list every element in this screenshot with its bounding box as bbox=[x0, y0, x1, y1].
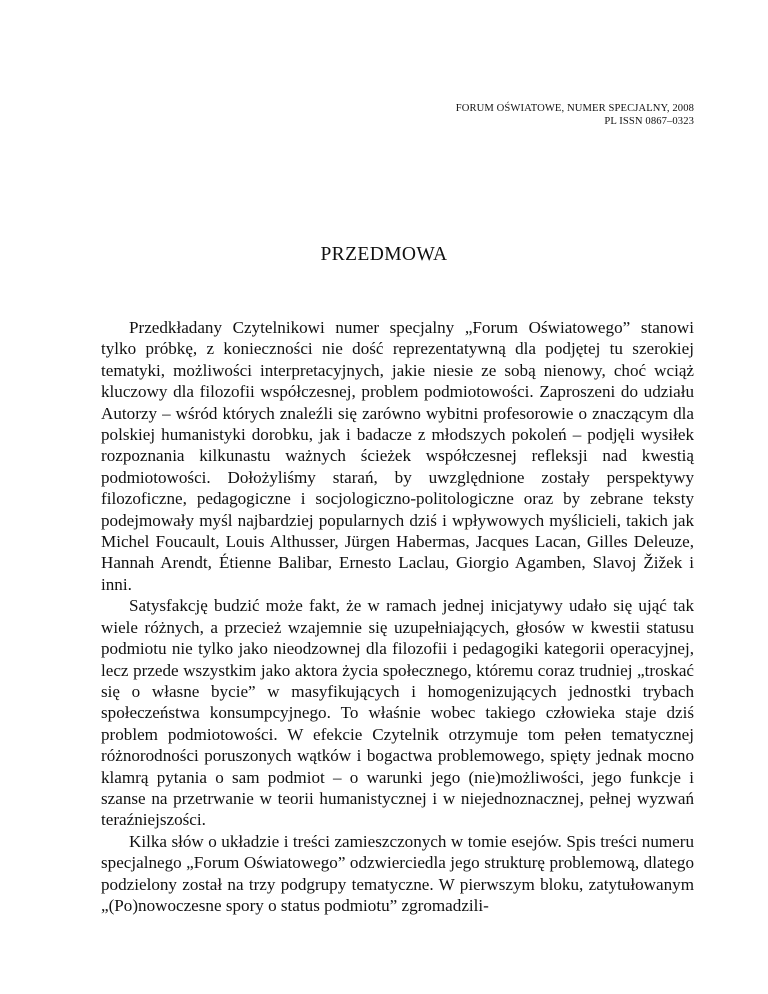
paragraph-2: Satysfakcję budzić może fakt, że w ramach jednej inicjatywy udało się ująć tak wiele różnych, a przecież wzajemnie się uzupełniających, głosów w kwestii statusu podmiotu nie tylko jako nieodzownej dla filozofii i pedagogiki kategorii operacyjnej, lecz przede wszystkim jako aktora życia społecznego, któremu coraz trudniej „troskać się o własne bycie” w masyfikujących i homogenizujących jednostki trybach społeczeństwa konsumpcyjnego. To właśnie wobec takiego człowieka staje dziś problem podmiotowości. W efekcie Czytelnik otrzymuje tom pełen tematycznej różnorodności poruszonych wątków i bogactwa problemowego, spięty jednak mocno klamrą pytania o sam podmiot – o warunki jego (nie)możliwości, jego funkcje i szanse na przetrwanie w teorii humanistycznej i w niejednoznacznej, pełnej wyzwań teraźniejszości. bbox=[101, 596, 694, 830]
journal-header bbox=[456, 102, 694, 128]
body-text bbox=[101, 317, 694, 916]
page-title: PRZEDMOWA bbox=[320, 244, 448, 265]
journal-citation: FORUM OŚWIATOWE, NUMER SPECJALNY, 2008 bbox=[455, 103, 694, 114]
paragraph-1: Przedkładany Czytelnikowi numer specjalny „Forum Oświatowego” stanowi tylko próbkę, z konieczności nie dość reprezentatywną dla podjętej tu szerokiej tematyki, możliwości interpretacyjnych, jakie niesie ze sobą nienowy, choć wciąż kluczowy dla filozofii współczesnej, problem podmiotowości. Zaproszeni do udziału Autorzy – wśród których znaleźli się zarówno wybitni profesorowie o znaczącym dla polskiej humanistyki dorobku, jak i badacze z młodszych pokoleń – podjęli wysiłek rozpoznania kilkunastu ważnych ścieżek współczesnej refleksji nad kwestią podmiotowości. Dołożyliśmy starań, by uwzględnione zostały perspektywy filozoficzne, pedagogiczne i socjologiczno-politologiczne oraz by zebrane teksty podejmowały myśl najbardziej popularnych dziś i wpływowych myślicieli, takich jak Michel Foucault, Louis Althusser, Jürgen Habermas, Jacques Lacan, Gilles Deleuze, Hannah Arendt, Étienne Balibar, Ernesto Laclau, Giorgio Agamben, Slavoj Žižek i inni. bbox=[101, 318, 694, 594]
paragraph-3: Kilka słów o układzie i treści zamieszczonych w tomie esejów. Spis treści numeru specjalnego „Forum Oświatowego” odzwierciedla jego strukturę problemową, dlatego podzielony został na trzy podgrupy tematyczne. W pierwszym bloku, zatytułowanym „(Po)nowoczesne spory o status podmiotu” zgromadzili- bbox=[101, 831, 694, 915]
issn: PL ISSN 0867–0323 bbox=[604, 116, 694, 127]
